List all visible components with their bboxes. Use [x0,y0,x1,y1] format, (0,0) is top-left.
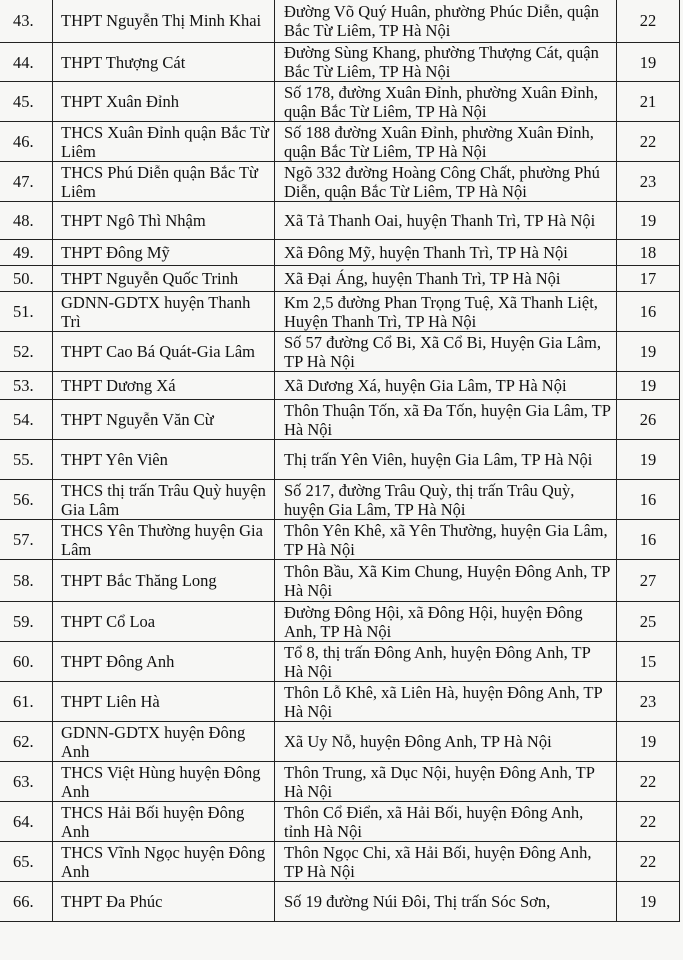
table-row [0,122,680,162]
school-address: Thôn Yên Khê, xã Yên Thường, huyện Gia Lâm, TP Hà Nội [275,520,617,560]
school-address: Thôn Bầu, Xã Kim Chung, Huyện Đông Anh, TP Hà Nội [275,560,617,602]
table-row [0,802,680,842]
table-row [0,642,680,682]
count-value: 23 [617,682,680,722]
count-value: 22 [617,122,680,162]
row-number: 55. [0,440,53,480]
row-number: 58. [0,560,53,602]
school-name: THPT Đa Phúc [53,882,275,922]
row-number: 44. [0,43,53,82]
school-name: GDNN-GDTX huyện Thanh Trì [53,292,275,332]
school-address: Số 188 đường Xuân Đỉnh, phường Xuân Đỉnh, quận Bắc Từ Liêm, TP Hà Nội [275,122,617,162]
row-number: 54. [0,400,53,440]
school-name: THCS Xuân Đỉnh quận Bắc Từ Liêm [53,122,275,162]
count-value: 19 [617,882,680,922]
count-value: 22 [617,0,680,43]
count-value: 19 [617,43,680,82]
row-number: 59. [0,602,53,642]
school-address: Xã Tả Thanh Oai, huyện Thanh Trì, TP Hà Nội [275,202,617,240]
table-row [0,762,680,802]
school-name: THPT Liên Hà [53,682,275,722]
school-name: THCS Yên Thường huyện Gia Lâm [53,520,275,560]
count-value: 16 [617,520,680,560]
school-address: Số 178, đường Xuân Đỉnh, phường Xuân Đỉnh, quận Bắc Từ Liêm, TP Hà Nội [275,82,617,122]
table-row [0,240,680,266]
school-address: Số 217, đường Trâu Quỳ, thị trấn Trâu Quỳ, huyện Gia Lâm, TP Hà Nội [275,480,617,520]
school-name: THPT Cao Bá Quát-Gia Lâm [53,332,275,372]
school-name: THPT Bắc Thăng Long [53,560,275,602]
count-value: 27 [617,560,680,602]
table-row [0,82,680,122]
count-value: 22 [617,842,680,882]
table-row [0,400,680,440]
row-number: 64. [0,802,53,842]
row-number: 62. [0,722,53,762]
table-row [0,440,680,480]
count-value: 19 [617,332,680,372]
count-value: 25 [617,602,680,642]
count-value: 19 [617,722,680,762]
school-name: THPT Yên Viên [53,440,275,480]
row-number: 60. [0,642,53,682]
table-row [0,162,680,202]
row-number: 52. [0,332,53,372]
school-name: THPT Xuân Đỉnh [53,82,275,122]
school-name: THCS Hải Bối huyện Đông Anh [53,802,275,842]
school-address: Thôn Ngọc Chi, xã Hải Bối, huyện Đông Anh, TP Hà Nội [275,842,617,882]
table-row [0,372,680,400]
school-address: Thôn Lỗ Khê, xã Liên Hà, huyện Đông Anh, TP Hà Nội [275,682,617,722]
school-name: THCS Việt Hùng huyện Đông Anh [53,762,275,802]
row-number: 63. [0,762,53,802]
count-value: 18 [617,240,680,266]
row-number: 48. [0,202,53,240]
row-number: 57. [0,520,53,560]
row-number: 56. [0,480,53,520]
school-name: THCS Vĩnh Ngọc huyện Đông Anh [53,842,275,882]
row-number: 50. [0,266,53,292]
table-row [0,480,680,520]
table-row [0,882,680,922]
school-name: THPT Cổ Loa [53,602,275,642]
count-value: 16 [617,480,680,520]
table-row [0,0,680,43]
row-number: 66. [0,882,53,922]
table-row [0,682,680,722]
row-number: 65. [0,842,53,882]
table-row [0,842,680,882]
row-number: 51. [0,292,53,332]
count-value: 16 [617,292,680,332]
table-row [0,602,680,642]
count-value: 19 [617,372,680,400]
table-row [0,560,680,602]
school-address: Đường Sùng Khang, phường Thượng Cát, quận Bắc Từ Liêm, TP Hà Nội [275,43,617,82]
school-name: THPT Đông Anh [53,642,275,682]
school-name: THPT Nguyễn Thị Minh Khai [53,0,275,43]
row-number: 46. [0,122,53,162]
table-row [0,266,680,292]
school-name: THPT Ngô Thì Nhậm [53,202,275,240]
count-value: 23 [617,162,680,202]
school-address: Tổ 8, thị trấn Đông Anh, huyện Đông Anh, TP Hà Nội [275,642,617,682]
school-name: THPT Nguyễn Quốc Trinh [53,266,275,292]
table-row [0,520,680,560]
school-address: Thôn Thuận Tốn, xã Đa Tốn, huyện Gia Lâm, TP Hà Nội [275,400,617,440]
count-value: 19 [617,202,680,240]
school-address: Km 2,5 đường Phan Trọng Tuệ, Xã Thanh Liệt, Huyện Thanh Trì, TP Hà Nội [275,292,617,332]
school-address: Đường Võ Quý Huân, phường Phúc Diễn, quận Bắc Từ Liêm, TP Hà Nội [275,0,617,43]
row-number: 45. [0,82,53,122]
table-row [0,292,680,332]
school-name: THPT Đông Mỹ [53,240,275,266]
table-row [0,43,680,82]
table-row [0,202,680,240]
school-name: THCS thị trấn Trâu Quỳ huyện Gia Lâm [53,480,275,520]
count-value: 21 [617,82,680,122]
school-address: Xã Đại Áng, huyện Thanh Trì, TP Hà Nội [275,266,617,292]
school-address: Xã Uy Nỗ, huyện Đông Anh, TP Hà Nội [275,722,617,762]
school-address: Thôn Trung, xã Dục Nội, huyện Đông Anh, TP Hà Nội [275,762,617,802]
school-address: Số 57 đường Cổ Bi, Xã Cổ Bi, Huyện Gia Lâm, TP Hà Nội [275,332,617,372]
school-address: Thôn Cổ Điển, xã Hải Bối, huyện Đông Anh, tỉnh Hà Nội [275,802,617,842]
school-name: GDNN-GDTX huyện Đông Anh [53,722,275,762]
school-name: THPT Dương Xá [53,372,275,400]
school-name: THCS Phú Diễn quận Bắc Từ Liêm [53,162,275,202]
table-row [0,722,680,762]
table-row [0,332,680,372]
school-address: Số 19 đường Núi Đôi, Thị trấn Sóc Sơn, [275,882,617,922]
row-number: 47. [0,162,53,202]
count-value: 22 [617,762,680,802]
school-address: Xã Đông Mỹ, huyện Thanh Trì, TP Hà Nội [275,240,617,266]
count-value: 17 [617,266,680,292]
count-value: 15 [617,642,680,682]
school-address: Đường Đông Hội, xã Đông Hội, huyện Đông Anh, TP Hà Nội [275,602,617,642]
row-number: 61. [0,682,53,722]
school-address: Ngõ 332 đường Hoàng Công Chất, phường Phú Diễn, quận Bắc Từ Liêm, TP Hà Nội [275,162,617,202]
school-address: Xã Dương Xá, huyện Gia Lâm, TP Hà Nội [275,372,617,400]
school-name: THPT Thượng Cát [53,43,275,82]
row-number: 49. [0,240,53,266]
school-name: THPT Nguyễn Văn Cừ [53,400,275,440]
count-value: 19 [617,440,680,480]
row-number: 53. [0,372,53,400]
row-number: 43. [0,0,53,43]
count-value: 22 [617,802,680,842]
count-value: 26 [617,400,680,440]
school-address: Thị trấn Yên Viên, huyện Gia Lâm, TP Hà Nội [275,440,617,480]
